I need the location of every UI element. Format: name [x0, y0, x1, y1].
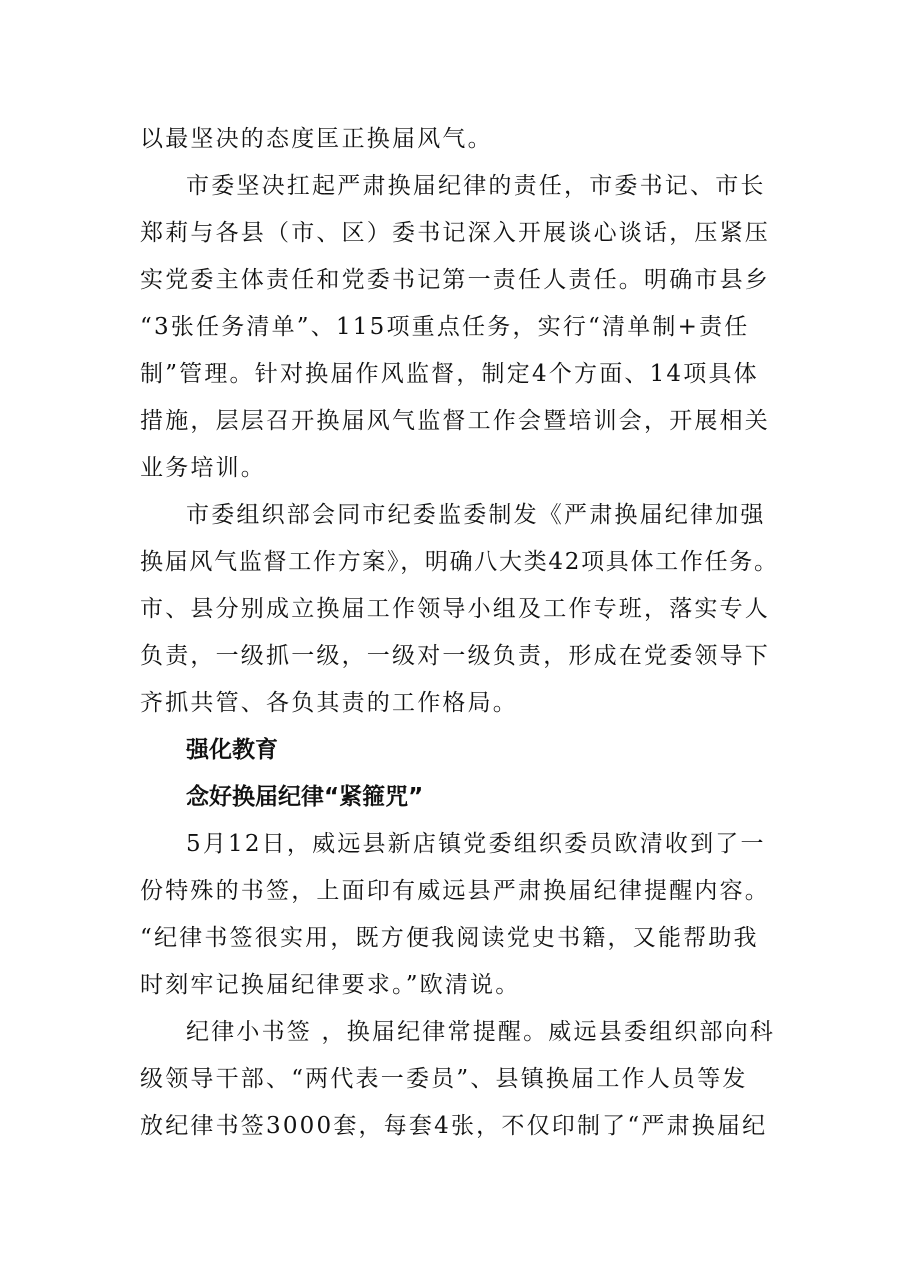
body-line: 时刻牢记换届纪律要求。”欧清说。: [140, 972, 521, 998]
body-line: 市、县分别成立换届工作领导小组及工作专班，落实专人: [140, 596, 770, 622]
paragraph-start-line: 5月12日，威远县新店镇党委组织委员欧清收到了一: [186, 831, 766, 857]
body-line: 制”管理。针对换届作风监督，制定4个方面、14项具体: [140, 361, 759, 387]
body-line: 负责，一级抓一级，一级对一级负责，形成在党委领导下: [140, 643, 770, 669]
body-line: 换届风气监督工作方案》，明确八大类42项具体工作任务。: [140, 549, 779, 575]
document-body: [140, 116, 780, 1150]
body-line: “3张任务清单”、115项重点任务，实行“清单制+责任: [140, 314, 750, 340]
body-line: “纪律书签很实用，既方便我阅读党史书籍，又能帮助我: [140, 925, 759, 951]
body-line: 份特殊的书签，上面印有威远县严肃换届纪律提醒内容。: [140, 878, 770, 904]
paragraph-start-line: 纪律小书签 ，换届纪律常提醒。威远县委组织部向科: [186, 1019, 776, 1045]
section-subheading: 念好换届纪律“紧箍咒”: [186, 784, 424, 810]
body-line: 业务培训。: [140, 455, 266, 481]
body-line: 郑莉与各县（市、区）委书记深入开展谈心谈话，压紧压: [140, 220, 770, 246]
body-line: 齐抓共管、各负其责的工作格局。: [140, 690, 518, 716]
body-line: 实党委主体责任和党委书记第一责任人责任。明确市县乡: [140, 267, 770, 293]
body-line: 放纪律书签3000套，每套4张，不仅印制了“严肃换届纪: [140, 1113, 768, 1139]
paragraph-start-line: 市委坚决扛起严肃换届纪律的责任，市委书记、市长: [186, 173, 766, 199]
body-line: 级领导干部、“两代表一委员”、县镇换届工作人员等发: [140, 1066, 748, 1092]
section-heading: 强化教育: [186, 737, 278, 763]
body-line: 措施，层层召开换届风气监督工作会暨培训会，开展相关: [140, 408, 770, 434]
body-line: 以最坚决的态度匡正换届风气。: [140, 126, 493, 152]
paragraph-start-line: 市委组织部会同市纪委监委制发《严肃换届纪律加强: [186, 502, 766, 528]
